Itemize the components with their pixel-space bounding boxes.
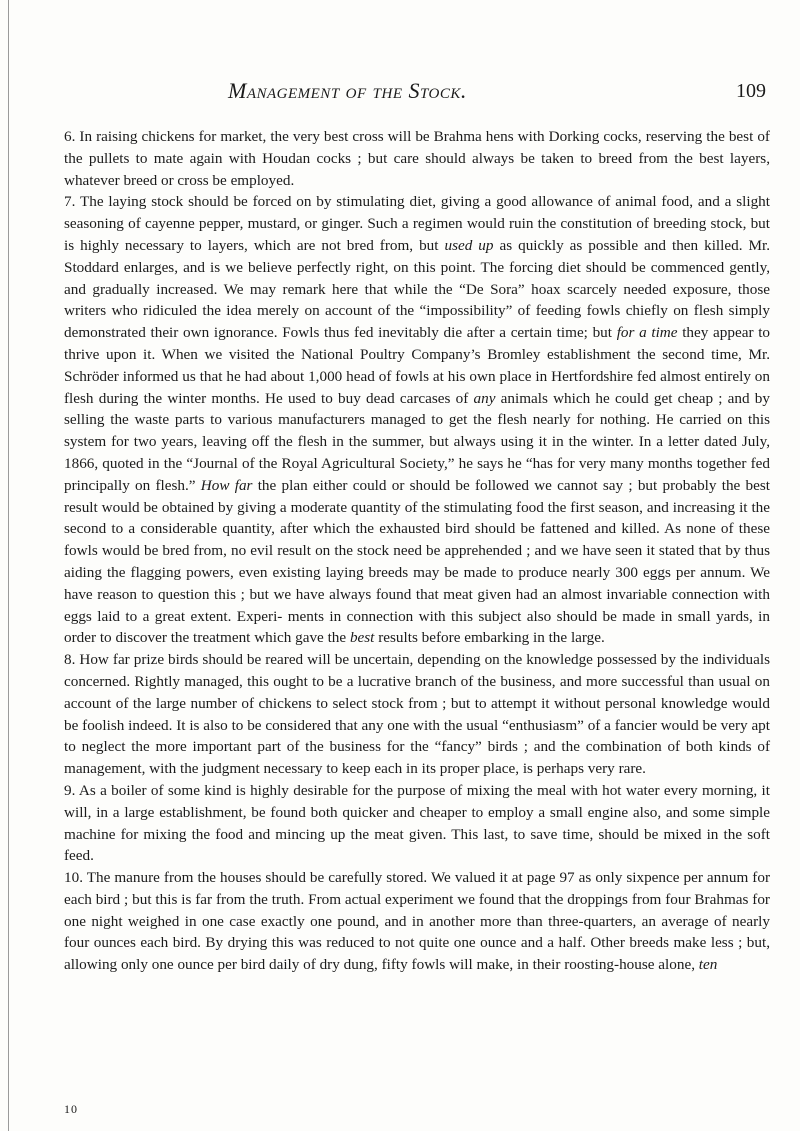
italic-for-a-time: for a time: [616, 324, 678, 342]
paragraph-7-text-d: animals which he could get cheap ; and by selling the waste parts to various manufacturers managed to get the flesh nearly for nothing. He carried on this system for two years, leaving off the flesh in the summer, but always using it in the winter. In a letter dated July, 1866, quoted in the “Journal of the Royal Agricultural Society,” he says he “has for very many months together fed principally on flesh.”: [64, 389, 770, 494]
paragraph-7-text-c: they appear to thrive upon it. When we visited the National Poultry Company’s Bromley establishment the second time, Mr. Schröder informed us that he had about 1,000 head of fowls at his own place in Hertfordshire fed almost entirely on flesh during the winter months. He used to buy dead carcases of: [64, 324, 771, 407]
italic-used-up: used up: [444, 236, 494, 254]
paragraph-9-text: 9. As a boiler of some kind is highly desirable for the purpose of mixing the meal with hot water every morning, it will, in a large establishment, be found both quicker and cheaper to employ a small engine also, and some simple machine for mixing the food and mincing up the meat given. This last, to save time, should be mixed in the soft feed.: [64, 781, 770, 865]
italic-ten: ten: [698, 956, 718, 974]
italic-best: best: [349, 629, 375, 647]
paragraph-9: [64, 780, 770, 867]
italic-any: any: [473, 389, 496, 407]
paragraph-8: [64, 649, 770, 780]
body-text: [64, 126, 770, 976]
paragraph-7-text-e: the plan either could or should be followed we cannot say ; but probably the best result would be obtained by giving a moderate quantity of the stimulating food the first season, and increasing it the second to a considerable quantity, after which the exhausted bird should be fattened and killed. As none of these fowls would be bred from, no evil result on the stock need be apprehended ; and we have seen it stated that by thus aiding the flagging powers, even existing laying breeds may be made to produce nearly 300 eggs per annum. We have reason to question this ; but we have always found that meat given had an almost invariable connection with eggs laid to a great extent. Experi- ments in connection with this subject also should be made in small yards, in order to discover the treatment which gave the: [64, 476, 770, 647]
paragraph-8-text: 8. How far prize birds should be reared will be uncertain, depending on the knowledge possessed by the individuals concerned. Rightly managed, this ought to be a lucrative branch of the business, and more successful than usual on account of the large number of chickens to select stock from ; but to attempt it without personal knowledge would be foolish indeed. It is also to be considered that any one with the usual “enthusiasm” of a fancier would be very apt to neglect the more important part of the business for the “fancy” birds ; and the combination of both kinds of management, with the judgment necessary to keep each in its proper place, is perhaps very rare.: [64, 651, 770, 778]
italic-how-far: How far: [200, 476, 253, 494]
paragraph-6: [64, 126, 770, 191]
paragraph-7-text-f: results before embarking in the large.: [374, 629, 605, 647]
running-head: [0, 78, 800, 108]
paragraph-7-text-b: as quickly as possible and then killed. Mr. Stoddard enlarges, and is we believe perfectly right, on this point. The forcing diet should be commenced gently, and gradually increased. We may remark here that while the “De Sora” hoax scarcely needed exposure, those writers who ridiculed the idea merely on account of the “impossibility” of feeding fowls chiefly on flesh simply demonstrated their own ignorance. Fowls thus fed inevitably die after a certain time; but: [64, 236, 770, 342]
paragraph-6-text: 6. In raising chickens for market, the very best cross will be Brahma hens with Dorking cocks, reserving the best of the pullets to mate again with Houdan cocks ; but care should always be taken to breed from the best layers, whatever breed or cross be employed.: [64, 128, 770, 189]
signature-mark: 10: [64, 1102, 78, 1116]
paragraph-10-text: 10. The manure from the houses should be carefully stored. We valued it at page 97 as only sixpence per annum for each bird ; but this is far from the truth. From actual experiment we found that the droppings from four Brahmas for one night weighed in one case exactly one pound, and in another more than three-quarters, an average of nearly four ounces each bird. By drying this was reduced to not quite one ounce and a half. Other breeds make less ; but, allowing only one ounce per bird daily of dry dung, fifty fowls will make, in their roosting-house alone,: [64, 869, 770, 974]
binding-edge-line: [8, 0, 9, 1131]
running-title: Management of the Stock.: [228, 78, 467, 103]
paragraph-10: [64, 867, 770, 976]
paragraph-7: [64, 191, 770, 649]
page-number: 109: [736, 80, 766, 102]
paragraph-7-text-a: 7. The laying stock should be forced on by stimulating diet, giving a good allowance of animal food, and a slight seasoning of cayenne pepper, mustard, or ginger. Such a regimen would ruin the constitution of breeding stock, but is highly necessary to layers, which are not bred from, but: [64, 193, 770, 254]
